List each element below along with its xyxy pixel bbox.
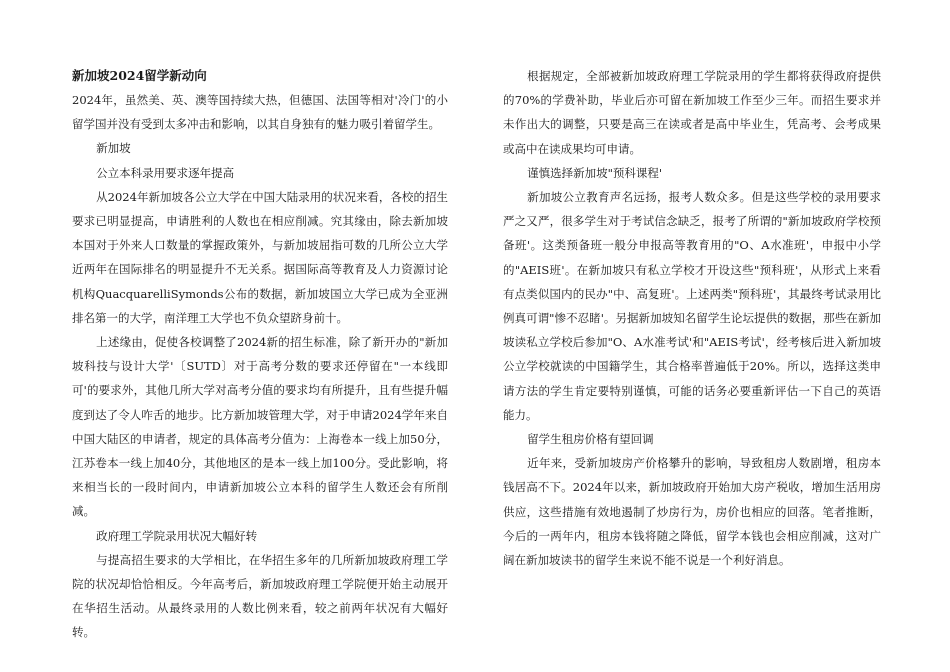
left-column (72, 64, 448, 645)
section-heading-polytechnic: 政府理工学院录用状况大幅好转 (96, 528, 258, 543)
section-heading-rent: 留学生租房价格有望回调 (527, 432, 654, 447)
section-heading-preparatory: 谨慎选择新加坡"预科课程' (527, 165, 663, 180)
body-paragraph: 上述缘由，促使各校调整了2024新的招生标准，除了新开办的"新加坡科技与设计大学'〔SUTD〕对于高考分数的要求还停留在"一本线即可'的要求外，其他几所大学对高考分值的要求均有所提升，且有些提升幅度到达了令人咋舌的地步。比方新加坡管理大学，对于申请2024学年来自中国大陆区的申请者，规定的具体高考分值为：上海卷本一线上加50分，江苏卷本一线上加40分，其他地区的是本一线上加100分。受此影响，将来相当长的一段时间内，申请新加坡公立本科的留学生人数还会有所削减。 (72, 335, 448, 519)
section-heading-public-undergrad: 公立本科录用要求逐年提高 (96, 165, 235, 180)
body-paragraph: 近年来，受新加坡房产价格攀升的影响，导致租房人数剧增，租房本钱居高不下。2024年以来，新加坡政府开始加大房产税收，增加生活用房供应，这些措施有效地遏制了炒房行为，房价也相应的回落。笔者推断，今后的一两年内，租房本钱将随之降低，留学本钱也会相应削减，这对广阔在新加坡读书的留学生来说不能不说是一个利好消息。 (503, 456, 881, 568)
body-paragraph: 根据规定，全部被新加坡政府理工学院录用的学生都将获得政府提供的70%的学费补助，毕业后亦可留在新加坡工作至少三年。而招生要求并未作出大的调整，只要是高三在读或者是高中毕业生，凭高考、会考成果或高中在读成果均可申请。 (503, 69, 881, 156)
article-title: 新加坡2024留学新动向 (72, 68, 207, 83)
body-paragraph: 从2024年新加坡各公立大学在中国大陆录用的状况来看，各校的招生要求已明显提高，申请胜利的人数也在相应削减。究其缘由，除去新加坡本国对于外来人口数量的掌握政策外，与新加坡屈指可数的几所公立大学近两年在国际排名的明显提升不无关系。据国际高等教育及人力资源讨论机构QuacquarelliSymonds公布的数据，新加坡国立大学已成为全亚洲排名第一的大学，南洋理工大学也不负众望跻身前十。 (72, 189, 448, 325)
body-paragraph: 与提高招生要求的大学相比，在华招生多年的几所新加坡政府理工学院的状况却恰恰相反。今年高考后，新加坡政府理工学院便开始主动展开在华招生活动。从最终录用的人数比例来看，较之前两年状况有大幅好转。 (72, 552, 448, 640)
body-paragraph: 新加坡公立教育声名远扬，报考人数众多。但是这些学校的录用要求严之又严，很多学生对于考试信念缺乏，报考了所谓的"新加坡政府学校预备班'。这类预备班一般分申报高等教育用的"O、A水准班'，申报中小学的"AEIS班'。在新加坡只有私立学校才开设这些"预科班'，从形式上来看有点类似国内的民办"中、高复班'。上述两类"预科班'，其最终考试录用比例真可谓"惨不忍睹'。另据新加坡知名留学生论坛提供的数据，那些在新加坡读私立学校后参加"O、A水准考试'和"AEIS考试'，经考核后进入新加坡公立学校就读的中国籍学生，其合格率普遍低于20%。所以，选择这类申请方法的学生肯定要特别谨慎，可能的话务必要重新评估一下自己的英语能力。 (503, 190, 881, 422)
section-heading-singapore: 新加坡 (96, 141, 131, 156)
right-column (503, 64, 881, 572)
intro-paragraph: 2024年，虽然美、英、澳等国持续大热，但德国、法国等相对'冷门'的小留学国并没有受到太多冲击和影响，以其自身独有的魅力吸引着留学生。 (72, 93, 448, 132)
